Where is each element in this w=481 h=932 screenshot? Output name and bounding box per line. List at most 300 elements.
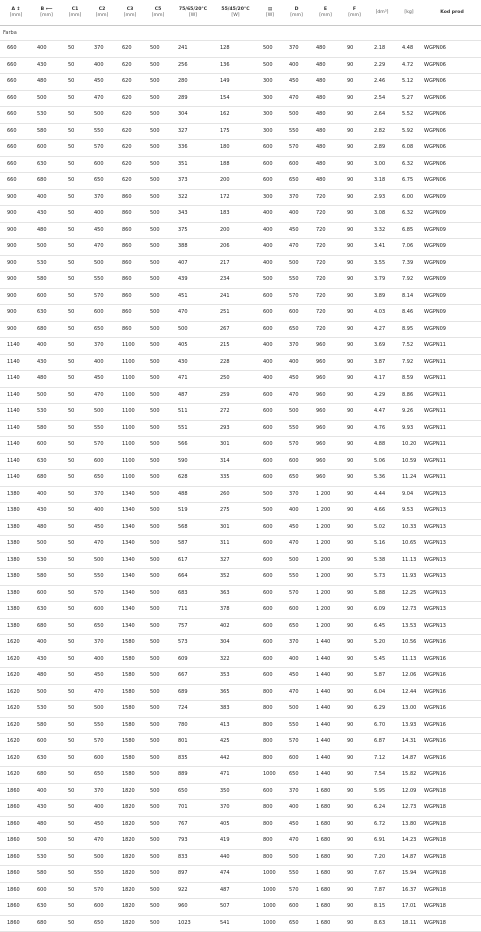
product-code-cell: WGPN13: [421, 486, 481, 503]
product-code-cell: WGPN18: [421, 849, 481, 866]
value-cell: 628: [171, 470, 213, 487]
value-cell: 12.44: [395, 684, 421, 701]
value-cell: 530: [30, 552, 61, 569]
value-cell: 293: [213, 420, 256, 437]
value-cell: 400: [256, 206, 282, 223]
value-cell: 301: [213, 519, 256, 536]
value-cell: 4.88: [367, 437, 395, 454]
value-cell: 7.87: [367, 882, 395, 899]
value-cell: 480: [309, 140, 340, 157]
table-row: [0, 305, 481, 322]
value-cell: 600: [256, 519, 282, 536]
value-cell: 1820: [115, 800, 143, 817]
value-cell: 470: [282, 90, 309, 107]
value-cell: 1340: [115, 585, 143, 602]
value-cell: 400: [282, 206, 309, 223]
value-cell: 1380: [0, 569, 30, 586]
value-cell: 580: [30, 272, 61, 289]
value-cell: 90: [340, 222, 367, 239]
value-cell: 335: [213, 470, 256, 487]
value-cell: 720: [309, 189, 340, 206]
value-cell: 1 680: [309, 899, 340, 916]
product-code-cell: WGPN06: [421, 156, 481, 173]
table-row: [0, 585, 481, 602]
value-cell: 550: [282, 866, 309, 883]
value-cell: 480: [30, 668, 61, 685]
value-cell: 90: [340, 453, 367, 470]
value-cell: 3.41: [367, 239, 395, 256]
color-row: [0, 26, 481, 41]
table-header: [0, 0, 481, 26]
value-cell: 1860: [0, 816, 30, 833]
value-cell: 50: [61, 437, 87, 454]
product-code-cell: WGPN09: [421, 189, 481, 206]
value-cell: 400: [282, 800, 309, 817]
value-cell: 1 440: [309, 750, 340, 767]
value-cell: 500: [143, 816, 171, 833]
value-cell: 50: [61, 651, 87, 668]
value-cell: 6.09: [367, 602, 395, 619]
value-cell: 50: [61, 420, 87, 437]
value-cell: 50: [61, 41, 87, 58]
value-cell: 188: [213, 156, 256, 173]
product-code-cell: WGPN16: [421, 635, 481, 652]
value-cell: 600: [256, 783, 282, 800]
value-cell: 600: [256, 437, 282, 454]
column-header: [309, 0, 340, 26]
value-cell: 660: [0, 140, 30, 157]
product-code-cell: WGPN09: [421, 288, 481, 305]
value-cell: 50: [61, 156, 87, 173]
value-cell: 900: [0, 222, 30, 239]
table-row: [0, 90, 481, 107]
value-cell: 275: [213, 503, 256, 520]
value-cell: 620: [115, 57, 143, 74]
value-cell: 500: [143, 585, 171, 602]
value-cell: 400: [256, 371, 282, 388]
value-cell: 800: [256, 717, 282, 734]
value-cell: 1340: [115, 536, 143, 553]
value-cell: 90: [340, 899, 367, 916]
value-cell: 500: [87, 255, 115, 272]
value-cell: 6.70: [367, 717, 395, 734]
value-cell: 1140: [0, 404, 30, 421]
column-header: [115, 0, 143, 26]
value-cell: 90: [340, 486, 367, 503]
value-cell: 50: [61, 536, 87, 553]
value-cell: 580: [30, 717, 61, 734]
value-cell: 7.54: [367, 767, 395, 784]
value-cell: 800: [256, 816, 282, 833]
value-cell: 800: [256, 800, 282, 817]
value-cell: 480: [309, 107, 340, 124]
value-cell: 90: [340, 189, 367, 206]
value-cell: 1340: [115, 552, 143, 569]
value-cell: 500: [143, 354, 171, 371]
value-cell: 50: [61, 107, 87, 124]
value-cell: 1340: [115, 503, 143, 520]
value-cell: 660: [0, 156, 30, 173]
value-cell: 720: [309, 255, 340, 272]
column-name: F: [352, 6, 357, 12]
value-cell: 353: [213, 668, 256, 685]
value-cell: 470: [171, 305, 213, 322]
value-cell: 650: [87, 915, 115, 932]
value-cell: 900: [0, 206, 30, 223]
value-cell: 590: [171, 453, 213, 470]
table-row: [0, 750, 481, 767]
value-cell: 1100: [115, 387, 143, 404]
value-cell: 1820: [115, 899, 143, 916]
value-cell: 1140: [0, 420, 30, 437]
value-cell: 1580: [115, 701, 143, 718]
value-cell: 500: [143, 437, 171, 454]
value-cell: 500: [143, 222, 171, 239]
value-cell: 90: [340, 90, 367, 107]
product-code-cell: WGPN13: [421, 536, 481, 553]
value-cell: 50: [61, 74, 87, 91]
value-cell: 1 440: [309, 767, 340, 784]
value-cell: 550: [282, 420, 309, 437]
value-cell: 50: [61, 750, 87, 767]
value-cell: 90: [340, 684, 367, 701]
value-cell: 570: [87, 585, 115, 602]
value-cell: 370: [282, 486, 309, 503]
value-cell: 50: [61, 354, 87, 371]
value-cell: 500: [143, 239, 171, 256]
value-cell: 136: [213, 57, 256, 74]
value-cell: 600: [256, 618, 282, 635]
value-cell: 650: [87, 618, 115, 635]
value-cell: 215: [213, 338, 256, 355]
value-cell: 550: [87, 866, 115, 883]
value-cell: 90: [340, 816, 367, 833]
value-cell: 650: [282, 321, 309, 338]
value-cell: 8.59: [395, 371, 421, 388]
product-code-cell: WGPN18: [421, 899, 481, 916]
value-cell: 1 440: [309, 701, 340, 718]
value-cell: 50: [61, 866, 87, 883]
value-cell: 600: [87, 602, 115, 619]
value-cell: 450: [282, 371, 309, 388]
value-cell: 1 200: [309, 585, 340, 602]
value-cell: 13.80: [395, 816, 421, 833]
value-cell: 1820: [115, 783, 143, 800]
column-name: 75/65/20°C: [178, 6, 208, 12]
value-cell: 1 680: [309, 816, 340, 833]
table-row: [0, 701, 481, 718]
value-cell: 470: [282, 684, 309, 701]
product-code-cell: WGPN09: [421, 272, 481, 289]
table-row: [0, 206, 481, 223]
value-cell: 1000: [256, 882, 282, 899]
value-cell: 419: [213, 833, 256, 850]
value-cell: 6.91: [367, 833, 395, 850]
column-header: [30, 0, 61, 26]
value-cell: 500: [143, 602, 171, 619]
table-row: [0, 734, 481, 751]
product-code-cell: WGPN13: [421, 602, 481, 619]
value-cell: 470: [87, 90, 115, 107]
value-cell: 430: [30, 800, 61, 817]
value-cell: 630: [30, 750, 61, 767]
value-cell: 541: [213, 915, 256, 932]
table-row: [0, 866, 481, 883]
value-cell: 620: [115, 123, 143, 140]
value-cell: 960: [309, 420, 340, 437]
value-cell: 405: [213, 816, 256, 833]
value-cell: 1340: [115, 519, 143, 536]
value-cell: 90: [340, 915, 367, 932]
value-cell: 580: [30, 866, 61, 883]
table-row: [0, 404, 481, 421]
value-cell: 500: [282, 255, 309, 272]
product-code-cell: WGPN16: [421, 750, 481, 767]
value-cell: 1380: [0, 536, 30, 553]
value-cell: 450: [282, 222, 309, 239]
value-cell: 9.53: [395, 503, 421, 520]
value-cell: 50: [61, 816, 87, 833]
product-code-cell: WGPN11: [421, 404, 481, 421]
value-cell: 1860: [0, 899, 30, 916]
column-unit: [W]: [231, 12, 240, 18]
value-cell: 587: [171, 536, 213, 553]
value-cell: 767: [171, 816, 213, 833]
value-cell: 500: [143, 849, 171, 866]
value-cell: 8.86: [395, 387, 421, 404]
value-cell: 50: [61, 453, 87, 470]
value-cell: 5.20: [367, 635, 395, 652]
value-cell: 175: [213, 123, 256, 140]
value-cell: 960: [309, 404, 340, 421]
table-row: [0, 107, 481, 124]
value-cell: 620: [115, 41, 143, 58]
table-row: [0, 783, 481, 800]
value-cell: 500: [143, 767, 171, 784]
value-cell: 90: [340, 338, 367, 355]
value-cell: 551: [171, 420, 213, 437]
value-cell: 600: [282, 602, 309, 619]
value-cell: 1 440: [309, 651, 340, 668]
value-cell: 480: [309, 74, 340, 91]
table-row: [0, 387, 481, 404]
value-cell: 149: [213, 74, 256, 91]
value-cell: 7.20: [367, 849, 395, 866]
table-row: [0, 519, 481, 536]
value-cell: 375: [171, 222, 213, 239]
value-cell: 1000: [256, 899, 282, 916]
value-cell: 50: [61, 470, 87, 487]
value-cell: 757: [171, 618, 213, 635]
value-cell: 241: [171, 41, 213, 58]
table-row: [0, 189, 481, 206]
value-cell: 470: [282, 387, 309, 404]
table-row: [0, 618, 481, 635]
value-cell: 550: [282, 272, 309, 289]
value-cell: 50: [61, 882, 87, 899]
value-cell: 1620: [0, 767, 30, 784]
column-unit: [W]: [265, 12, 275, 18]
value-cell: 720: [309, 305, 340, 322]
column-unit: [mm]: [319, 12, 332, 18]
value-cell: 600: [256, 156, 282, 173]
value-cell: 860: [115, 255, 143, 272]
value-cell: 1100: [115, 470, 143, 487]
product-code-cell: WGPN11: [421, 371, 481, 388]
table-row: [0, 140, 481, 157]
value-cell: 343: [171, 206, 213, 223]
value-cell: 256: [171, 57, 213, 74]
value-cell: 3.55: [367, 255, 395, 272]
value-cell: 1 200: [309, 519, 340, 536]
value-cell: 500: [143, 140, 171, 157]
value-cell: 3.08: [367, 206, 395, 223]
value-cell: 500: [143, 701, 171, 718]
value-cell: 370: [87, 338, 115, 355]
value-cell: 660: [0, 123, 30, 140]
value-cell: 600: [256, 585, 282, 602]
table-row: [0, 156, 481, 173]
value-cell: 600: [30, 288, 61, 305]
column-unit: [mm]: [348, 12, 361, 18]
value-cell: 530: [30, 849, 61, 866]
value-cell: 50: [61, 701, 87, 718]
value-cell: 336: [171, 140, 213, 157]
value-cell: 600: [256, 470, 282, 487]
value-cell: 500: [256, 272, 282, 289]
value-cell: 1820: [115, 882, 143, 899]
value-cell: 7.39: [395, 255, 421, 272]
value-cell: 600: [87, 453, 115, 470]
value-cell: 162: [213, 107, 256, 124]
value-cell: 50: [61, 387, 87, 404]
value-cell: 50: [61, 123, 87, 140]
value-cell: 442: [213, 750, 256, 767]
value-cell: 1820: [115, 833, 143, 850]
value-cell: 8.95: [395, 321, 421, 338]
value-cell: 450: [87, 816, 115, 833]
value-cell: 500: [282, 701, 309, 718]
value-cell: 4.76: [367, 420, 395, 437]
value-cell: 400: [30, 189, 61, 206]
product-code-cell: WGPN18: [421, 833, 481, 850]
value-cell: 50: [61, 783, 87, 800]
column-name: 55/45/20°C: [221, 6, 250, 12]
value-cell: 4.44: [367, 486, 395, 503]
value-cell: 900: [0, 288, 30, 305]
value-cell: 50: [61, 635, 87, 652]
value-cell: 430: [30, 503, 61, 520]
value-cell: 5.06: [367, 453, 395, 470]
value-cell: 7.12: [367, 750, 395, 767]
value-cell: 440: [213, 849, 256, 866]
value-cell: 480: [30, 74, 61, 91]
value-cell: 609: [171, 651, 213, 668]
value-cell: 480: [30, 222, 61, 239]
table-row: [0, 255, 481, 272]
value-cell: 500: [87, 849, 115, 866]
value-cell: 500: [143, 503, 171, 520]
value-cell: 500: [143, 618, 171, 635]
column-unit: [mm]: [9, 12, 23, 18]
value-cell: 50: [61, 684, 87, 701]
table-row: [0, 354, 481, 371]
value-cell: 3.89: [367, 288, 395, 305]
value-cell: 280: [171, 74, 213, 91]
value-cell: 500: [87, 701, 115, 718]
value-cell: 50: [61, 305, 87, 322]
table-row: [0, 74, 481, 91]
product-code-cell: WGPN06: [421, 107, 481, 124]
value-cell: 620: [115, 107, 143, 124]
value-cell: 500: [143, 371, 171, 388]
value-cell: 1620: [0, 717, 30, 734]
value-cell: 650: [282, 470, 309, 487]
value-cell: 1 440: [309, 734, 340, 751]
value-cell: 600: [256, 651, 282, 668]
value-cell: 800: [256, 701, 282, 718]
column-unit: [mm]: [151, 12, 165, 18]
value-cell: 370: [282, 338, 309, 355]
value-cell: 500: [143, 57, 171, 74]
table-row: [0, 552, 481, 569]
table-row: [0, 288, 481, 305]
value-cell: 1620: [0, 651, 30, 668]
product-code-cell: WGPN11: [421, 354, 481, 371]
value-cell: 1580: [115, 717, 143, 734]
value-cell: 304: [171, 107, 213, 124]
value-cell: 1580: [115, 668, 143, 685]
value-cell: 2.18: [367, 41, 395, 58]
value-cell: 500: [143, 536, 171, 553]
value-cell: 50: [61, 734, 87, 751]
value-cell: 1 440: [309, 717, 340, 734]
value-cell: 600: [30, 734, 61, 751]
value-cell: 400: [87, 503, 115, 520]
value-cell: 1820: [115, 816, 143, 833]
value-cell: 383: [213, 701, 256, 718]
value-cell: 90: [340, 41, 367, 58]
value-cell: 860: [115, 222, 143, 239]
value-cell: 600: [30, 585, 61, 602]
value-cell: 407: [171, 255, 213, 272]
value-cell: 405: [171, 338, 213, 355]
value-cell: 1620: [0, 701, 30, 718]
column-name: D: [294, 6, 299, 12]
product-code-cell: WGPN18: [421, 783, 481, 800]
value-cell: 900: [0, 255, 30, 272]
value-cell: 13.93: [395, 717, 421, 734]
column-header: [421, 0, 481, 26]
value-cell: 413: [213, 717, 256, 734]
value-cell: 480: [30, 816, 61, 833]
value-cell: 14.31: [395, 734, 421, 751]
value-cell: 530: [30, 107, 61, 124]
value-cell: 570: [282, 585, 309, 602]
value-cell: 200: [213, 173, 256, 190]
value-cell: 600: [256, 140, 282, 157]
color-row-label: Farba: [0, 26, 481, 41]
value-cell: 470: [87, 536, 115, 553]
value-cell: 1 680: [309, 800, 340, 817]
value-cell: 1820: [115, 866, 143, 883]
value-cell: 6.24: [367, 800, 395, 817]
product-code-cell: WGPN06: [421, 41, 481, 58]
value-cell: 90: [340, 519, 367, 536]
value-cell: 1580: [115, 651, 143, 668]
column-header: [340, 0, 367, 26]
value-cell: 600: [256, 321, 282, 338]
